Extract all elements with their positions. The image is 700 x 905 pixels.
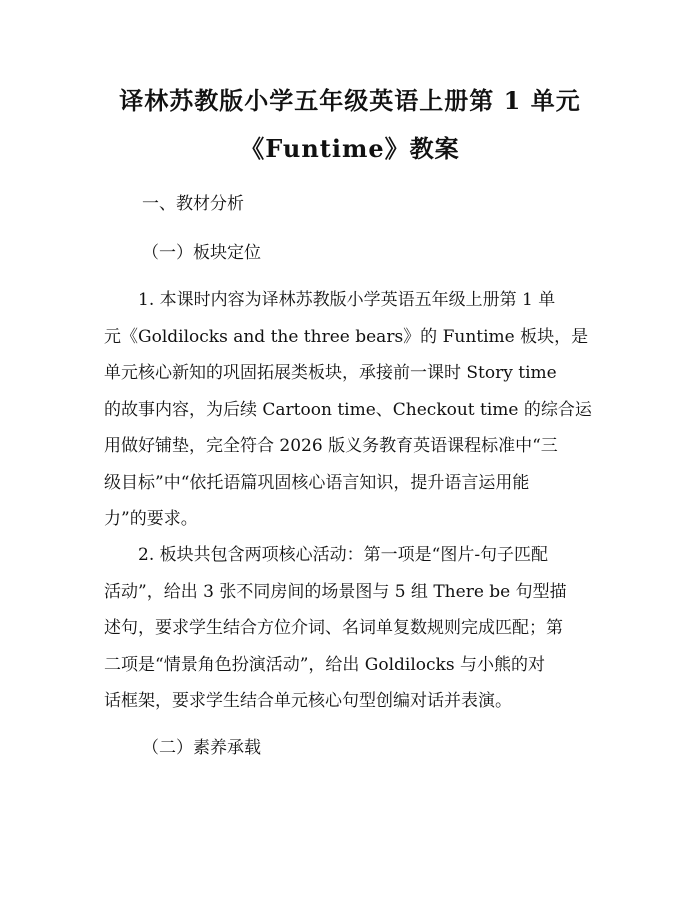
paragraph-2-line: 活动”，给出 3 张不同房间的场景图与 5 组 There be 句型描: [104, 581, 567, 602]
paragraph-1-line: 元《Goldilocks and the three bears》的 Funtime 板块，是: [104, 326, 589, 347]
paragraph-2-line: 2. 板块共包含两项核心活动：第一项是“图片-句子匹配: [138, 545, 549, 565]
paragraph-2-line: 二项是“情景角色扮演活动”，给出 Goldilocks 与小熊的对: [104, 654, 545, 675]
paragraph-1-line: 的故事内容，为后续 Cartoon time、Checkout time 的综合运: [104, 399, 592, 420]
paragraph-1: [104, 282, 597, 538]
paragraph-2-line: 话框架，要求学生结合单元核心句型创编对话并表演。: [104, 691, 512, 711]
document-title-line-2: 《Funtime》教案: [240, 134, 460, 163]
paragraph-1-line: 1. 本课时内容为译林苏教版小学英语五年级上册第 1 单: [138, 290, 556, 310]
subsection-heading-literacy: （二）素养承载: [142, 738, 261, 758]
paragraph-2: [104, 537, 597, 720]
paragraph-2-line: 述句，要求学生结合方位介词、名词单复数规则完成匹配；第: [104, 618, 563, 638]
paragraph-1-line: 用做好铺垫，完全符合 2026 版义务教育英语课程标准中“三: [104, 436, 558, 456]
paragraph-1-line: 力”的要求。: [104, 509, 198, 529]
paragraph-1-line: 级目标”中“依托语篇巩固核心语言知识，提升语言运用能: [104, 472, 530, 493]
section-heading-textbook-analysis: 一、教材分析: [142, 194, 244, 214]
subsection-heading-positioning: （一）板块定位: [142, 243, 261, 263]
paragraph-1-line: 单元核心新知的巩固拓展类板块，承接前一课时 Story time: [104, 363, 557, 383]
document-title-line-1: 译林苏教版小学五年级英语上册第 1 单元: [119, 86, 581, 115]
